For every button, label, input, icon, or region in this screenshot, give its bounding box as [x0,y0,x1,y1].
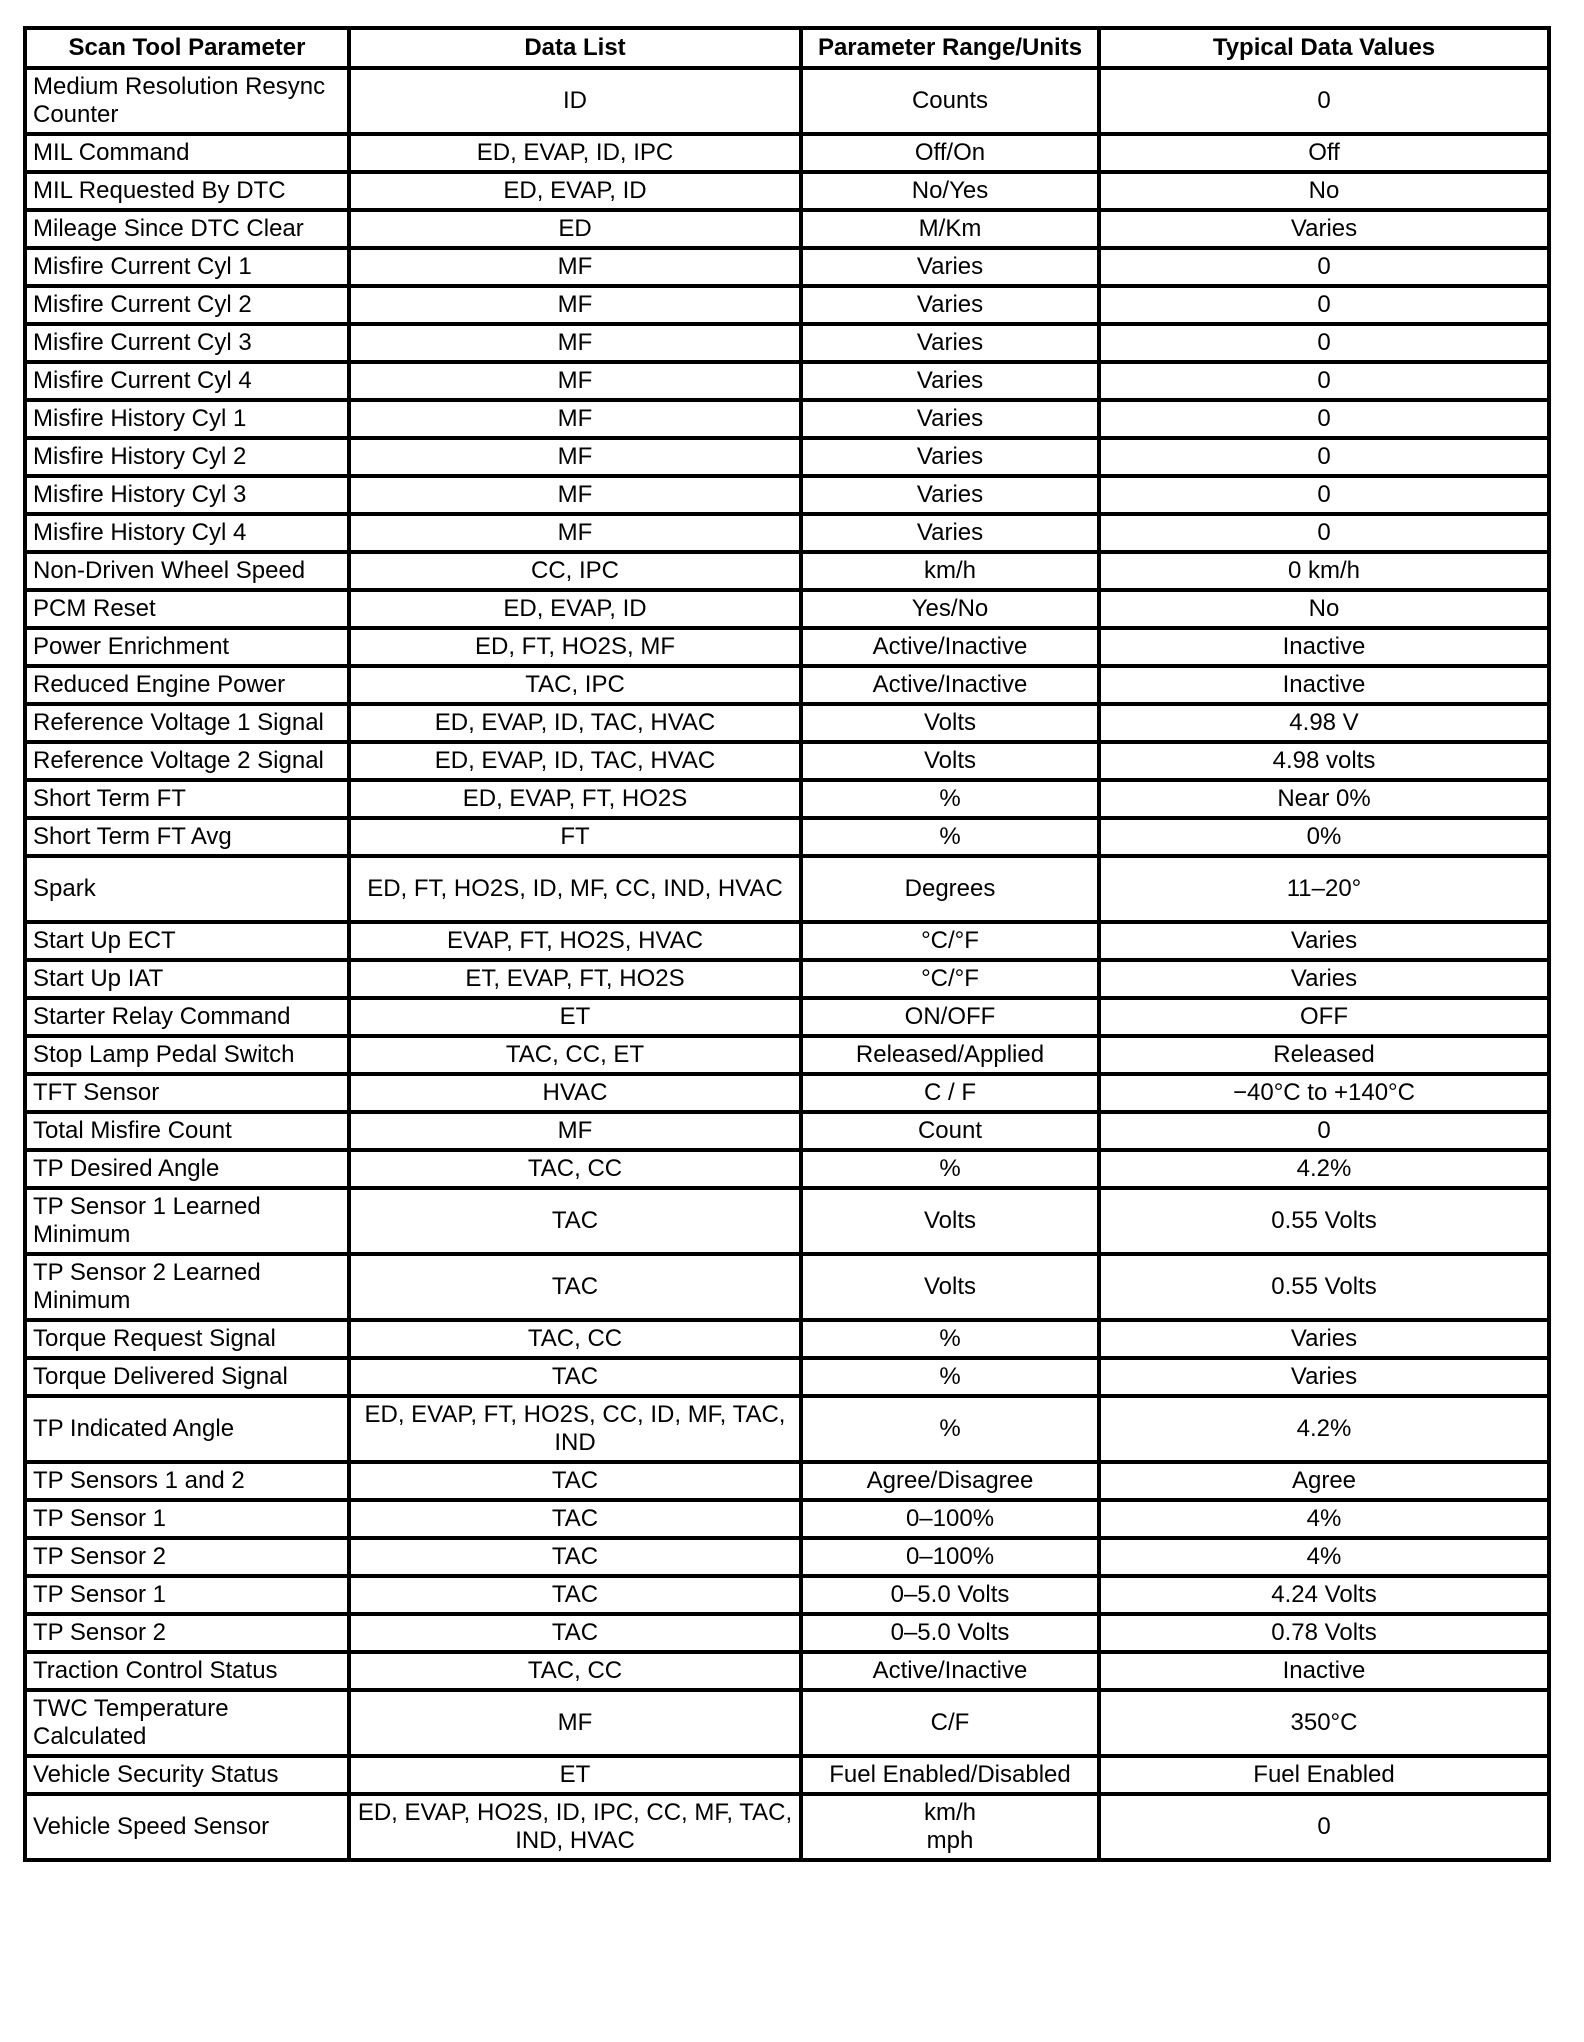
typical-value-cell: Varies [1099,1358,1549,1396]
parameter-cell: Reference Voltage 1 Signal [25,704,349,742]
table-row [25,286,1549,324]
range-cell: Counts [801,68,1099,134]
parameter-cell: Stop Lamp Pedal Switch [25,1036,349,1074]
table-row [25,818,1549,856]
typical-value-cell: 0 [1099,514,1549,552]
typical-value-cell: 0 [1099,68,1549,134]
parameter-cell: Power Enrichment [25,628,349,666]
range-cell: % [801,818,1099,856]
typical-value-cell: Inactive [1099,666,1549,704]
data-list-cell: MF [349,514,801,552]
data-list-cell: ED, FT, HO2S, ID, MF, CC, IND, HVAC [349,856,801,922]
typical-value-cell: Off [1099,134,1549,172]
range-cell: M/Km [801,210,1099,248]
table-row [25,1320,1549,1358]
table-row [25,172,1549,210]
range-cell: Active/Inactive [801,666,1099,704]
range-cell: km/h [801,552,1099,590]
range-cell: Active/Inactive [801,628,1099,666]
typical-value-cell: 4.98 V [1099,704,1549,742]
column-header-range-units: Parameter Range/Units [801,28,1099,68]
parameter-cell: TP Indicated Angle [25,1396,349,1462]
table-row [25,552,1549,590]
header-row [25,28,1549,68]
range-cell: Varies [801,514,1099,552]
column-header-data-list: Data List [349,28,801,68]
range-cell: 0–5.0 Volts [801,1576,1099,1614]
typical-value-cell: 4.2% [1099,1150,1549,1188]
typical-value-cell: 4.98 volts [1099,742,1549,780]
data-list-cell: TAC, CC [349,1652,801,1690]
typical-value-cell: 0 [1099,248,1549,286]
range-cell: °C/°F [801,922,1099,960]
range-line: km/h [923,1799,976,1826]
data-list-cell: ED [349,210,801,248]
table-row [25,68,1549,134]
parameter-cell: Misfire Current Cyl 4 [25,362,349,400]
table-row [25,742,1549,780]
typical-value-cell: Varies [1099,1320,1549,1358]
parameter-cell: TP Desired Angle [25,1150,349,1188]
data-list-cell: ID [349,68,801,134]
data-list-cell: TAC [349,1538,801,1576]
table-row [25,1794,1549,1860]
parameter-cell: Misfire History Cyl 1 [25,400,349,438]
table-row [25,1462,1549,1500]
parameter-cell: Spark [25,856,349,922]
table-row [25,960,1549,998]
range-line: mph [926,1827,974,1854]
range-cell: % [801,1150,1099,1188]
data-list-cell: ED, EVAP, ID, IPC [349,134,801,172]
range-cell: Active/Inactive [801,1652,1099,1690]
data-list-cell: ED, EVAP, ID [349,590,801,628]
range-cell: Volts [801,1188,1099,1254]
parameter-cell: Misfire History Cyl 2 [25,438,349,476]
table-row [25,400,1549,438]
parameter-cell: Non-Driven Wheel Speed [25,552,349,590]
parameter-cell: Vehicle Speed Sensor [25,1794,349,1860]
data-list-cell: ED, EVAP, FT, HO2S, CC, ID, MF, TAC, IND [349,1396,801,1462]
data-list-cell: TAC [349,1462,801,1500]
range-cell: Varies [801,286,1099,324]
parameter-cell: Misfire Current Cyl 2 [25,286,349,324]
parameter-cell: Torque Delivered Signal [25,1358,349,1396]
data-list-cell: ED, FT, HO2S, MF [349,628,801,666]
range-cell: Off/On [801,134,1099,172]
range-cell: Volts [801,742,1099,780]
range-cell: Count [801,1112,1099,1150]
range-cell: Volts [801,704,1099,742]
table-row [25,1690,1549,1756]
parameter-cell: Traction Control Status [25,1652,349,1690]
parameter-cell: Torque Request Signal [25,1320,349,1358]
table-row [25,1358,1549,1396]
range-cell: °C/°F [801,960,1099,998]
table-row [25,1652,1549,1690]
range-cell: Fuel Enabled/Disabled [801,1756,1099,1794]
range-cell: Released/Applied [801,1036,1099,1074]
range-cell: % [801,1320,1099,1358]
table-row [25,998,1549,1036]
range-cell: Varies [801,476,1099,514]
data-list-cell: ET, EVAP, FT, HO2S [349,960,801,998]
range-cell: 0–100% [801,1538,1099,1576]
parameter-cell: Start Up ECT [25,922,349,960]
parameter-cell: Medium Resolution Resync Counter [25,68,349,134]
range-cell: Yes/No [801,590,1099,628]
parameter-cell: Short Term FT [25,780,349,818]
table-row [25,134,1549,172]
typical-value-cell: OFF [1099,998,1549,1036]
typical-value-cell: 0.55 Volts [1099,1188,1549,1254]
data-list-cell: MF [349,324,801,362]
range-cell: C / F [801,1074,1099,1112]
data-list-cell: TAC [349,1614,801,1652]
typical-value-cell: Varies [1099,960,1549,998]
table-row [25,1756,1549,1794]
table-row [25,476,1549,514]
table-row [25,922,1549,960]
range-cell: Varies [801,248,1099,286]
parameter-cell: TP Sensor 2 [25,1614,349,1652]
typical-value-cell: 0.55 Volts [1099,1254,1549,1320]
range-cell: Varies [801,438,1099,476]
range-cell: Volts [801,1254,1099,1320]
data-list-cell: TAC [349,1576,801,1614]
table-row [25,1112,1549,1150]
table-row [25,1614,1549,1652]
parameter-cell: Mileage Since DTC Clear [25,210,349,248]
data-list-cell: TAC, CC [349,1150,801,1188]
typical-value-cell: No [1099,172,1549,210]
table-row [25,1396,1549,1462]
range-cell: Varies [801,324,1099,362]
typical-value-cell: Released [1099,1036,1549,1074]
table-row [25,590,1549,628]
data-list-cell: FT [349,818,801,856]
data-list-cell: TAC, CC [349,1320,801,1358]
typical-value-cell: Agree [1099,1462,1549,1500]
range-cell: Degrees [801,856,1099,922]
parameter-cell: TWC Temperature Calculated [25,1690,349,1756]
typical-value-cell: 0 [1099,1112,1549,1150]
data-list-cell: MF [349,438,801,476]
parameter-cell: TP Sensor 1 [25,1576,349,1614]
typical-value-cell: −40°C to +140°C [1099,1074,1549,1112]
data-list-cell: ED, EVAP, HO2S, ID, IPC, CC, MF, TAC, IND, HVAC [349,1794,801,1860]
table-row [25,362,1549,400]
parameter-cell: Vehicle Security Status [25,1756,349,1794]
table-row [25,1254,1549,1320]
range-cell [801,1794,1099,1860]
table-row [25,1074,1549,1112]
typical-value-cell: 0 [1099,324,1549,362]
parameter-cell: Reduced Engine Power [25,666,349,704]
typical-value-cell: 0 [1099,1794,1549,1860]
parameter-cell: TP Sensor 2 [25,1538,349,1576]
typical-value-cell: Inactive [1099,1652,1549,1690]
table-row [25,1150,1549,1188]
data-list-cell: TAC [349,1188,801,1254]
column-header-typical-values: Typical Data Values [1099,28,1549,68]
typical-value-cell: Near 0% [1099,780,1549,818]
data-list-cell: TAC [349,1254,801,1320]
typical-value-cell: Fuel Enabled [1099,1756,1549,1794]
parameter-cell: TFT Sensor [25,1074,349,1112]
table-row [25,1036,1549,1074]
range-cell: Varies [801,362,1099,400]
data-list-cell: MF [349,362,801,400]
data-list-cell: EVAP, FT, HO2S, HVAC [349,922,801,960]
data-list-cell: MF [349,286,801,324]
table-row [25,248,1549,286]
data-list-cell: ED, EVAP, ID [349,172,801,210]
range-cell: 0–5.0 Volts [801,1614,1099,1652]
table-row [25,1188,1549,1254]
parameter-cell: PCM Reset [25,590,349,628]
column-header-parameter: Scan Tool Parameter [25,28,349,68]
typical-value-cell: 11–20° [1099,856,1549,922]
typical-value-cell: Varies [1099,210,1549,248]
table-row [25,628,1549,666]
table-row [25,210,1549,248]
typical-value-cell: 4% [1099,1500,1549,1538]
parameter-cell: MIL Requested By DTC [25,172,349,210]
range-cell: ON/OFF [801,998,1099,1036]
data-list-cell: HVAC [349,1074,801,1112]
typical-value-cell: 0.78 Volts [1099,1614,1549,1652]
typical-value-cell: 0 [1099,438,1549,476]
data-list-cell: CC, IPC [349,552,801,590]
typical-value-cell: 0 [1099,476,1549,514]
table-row [25,666,1549,704]
data-list-cell: ED, EVAP, ID, TAC, HVAC [349,742,801,780]
typical-value-cell: 350°C [1099,1690,1549,1756]
parameter-cell: Misfire History Cyl 3 [25,476,349,514]
typical-value-cell: 4.2% [1099,1396,1549,1462]
typical-value-cell: Varies [1099,922,1549,960]
range-cell: % [801,1358,1099,1396]
data-list-cell: TAC, CC, ET [349,1036,801,1074]
typical-value-cell: Inactive [1099,628,1549,666]
table-row [25,856,1549,922]
table-row [25,704,1549,742]
parameter-cell: TP Sensor 2 Learned Minimum [25,1254,349,1320]
data-list-cell: ED, EVAP, FT, HO2S [349,780,801,818]
data-list-cell: TAC [349,1358,801,1396]
data-list-cell: MF [349,476,801,514]
range-cell: Agree/Disagree [801,1462,1099,1500]
parameter-cell: TP Sensor 1 Learned Minimum [25,1188,349,1254]
table-row [25,780,1549,818]
table-row [25,324,1549,362]
parameter-cell: Total Misfire Count [25,1112,349,1150]
range-cell: % [801,1396,1099,1462]
data-list-cell: ET [349,1756,801,1794]
data-list-cell: ED, EVAP, ID, TAC, HVAC [349,704,801,742]
typical-value-cell: 0 [1099,400,1549,438]
typical-value-cell: 0 [1099,362,1549,400]
data-list-cell: MF [349,1112,801,1150]
parameter-cell: Misfire Current Cyl 3 [25,324,349,362]
table-row [25,438,1549,476]
parameter-cell: Reference Voltage 2 Signal [25,742,349,780]
parameter-cell: Start Up IAT [25,960,349,998]
typical-value-cell: 4.24 Volts [1099,1576,1549,1614]
table-row [25,1576,1549,1614]
table-row [25,1500,1549,1538]
typical-value-cell: No [1099,590,1549,628]
data-list-cell: ET [349,998,801,1036]
parameter-cell: Short Term FT Avg [25,818,349,856]
data-list-cell: MF [349,400,801,438]
typical-value-cell: 0 km/h [1099,552,1549,590]
data-list-cell: MF [349,248,801,286]
range-cell: 0–100% [801,1500,1099,1538]
table-row [25,514,1549,552]
data-list-cell: TAC [349,1500,801,1538]
range-cell: % [801,780,1099,818]
typical-value-cell: 0 [1099,286,1549,324]
parameter-cell: Starter Relay Command [25,998,349,1036]
parameter-cell: Misfire Current Cyl 1 [25,248,349,286]
typical-value-cell: 4% [1099,1538,1549,1576]
table-row [25,1538,1549,1576]
parameter-cell: Misfire History Cyl 4 [25,514,349,552]
data-list-cell: TAC, IPC [349,666,801,704]
range-cell: No/Yes [801,172,1099,210]
typical-value-cell: 0% [1099,818,1549,856]
parameter-cell: TP Sensor 1 [25,1500,349,1538]
range-cell: C/F [801,1690,1099,1756]
data-list-cell: MF [349,1690,801,1756]
parameter-cell: MIL Command [25,134,349,172]
parameter-cell: TP Sensors 1 and 2 [25,1462,349,1500]
range-cell: Varies [801,400,1099,438]
scan-tool-parameter-table [23,26,1551,1862]
